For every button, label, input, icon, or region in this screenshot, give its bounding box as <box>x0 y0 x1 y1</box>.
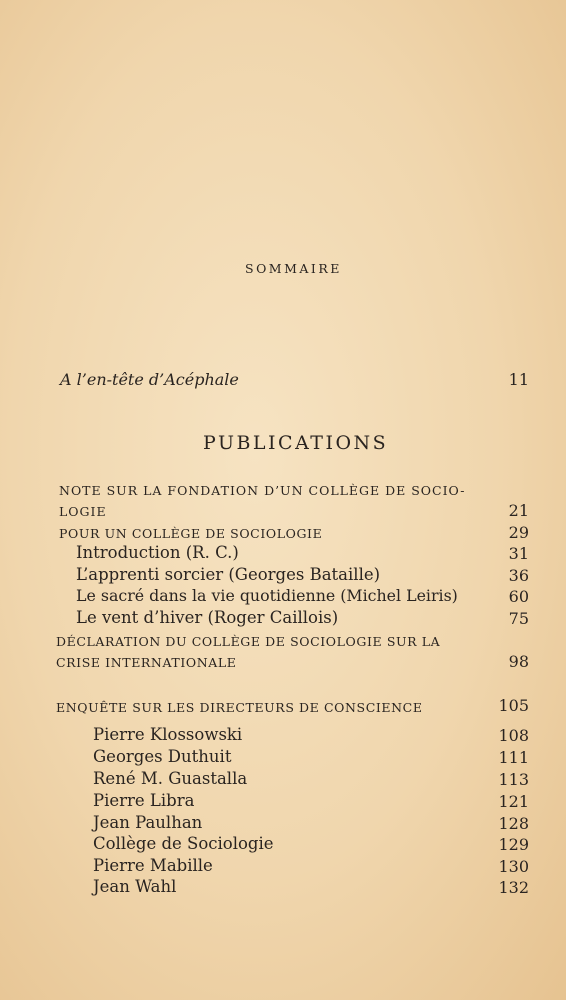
page-number: 98 <box>508 652 529 671</box>
page-number: 75 <box>508 609 529 628</box>
toc-entry-note-line2: LOGIE <box>59 504 107 519</box>
page-number: 132 <box>498 878 529 897</box>
toc-subentry: Pierre Klossowski <box>93 725 243 744</box>
section-heading: PUBLICATIONS <box>203 432 389 454</box>
page-title: SOMMAIRE <box>245 261 342 276</box>
page-number: 111 <box>498 748 529 767</box>
page-number: 121 <box>498 792 529 811</box>
toc-subentry: René M. Guastalla <box>93 769 248 788</box>
page-number: 105 <box>498 696 529 715</box>
page-number: 11 <box>508 370 529 389</box>
page-number: 130 <box>498 857 529 876</box>
toc-entry-declaration-line1: DÉCLARATION DU COLLÈGE DE SOCIOLOGIE SUR LA <box>56 634 441 649</box>
page-number: 29 <box>508 523 529 542</box>
toc-subentry: Collège de Sociologie <box>93 834 274 853</box>
toc-entry-pour: POUR UN COLLÈGE DE SOCIOLOGIE <box>59 526 323 541</box>
page-number: 36 <box>508 566 529 585</box>
toc-entry-intro: A l’en-tête d’Acéphale <box>60 370 239 389</box>
page-number: 129 <box>498 835 529 854</box>
page-number: 21 <box>508 501 529 520</box>
toc-subentry: Le sacré dans la vie quotidienne (Michel Leiris) <box>76 586 458 605</box>
toc-subentry: L’apprenti sorcier (Georges Bataille) <box>76 565 381 584</box>
toc-entry-declaration-line2: CRISE INTERNATIONALE <box>56 655 237 670</box>
toc-subentry: Georges Duthuit <box>93 747 232 766</box>
toc-subentry: Pierre Mabille <box>93 856 213 875</box>
toc-entry-enquete: ENQUÊTE SUR LES DIRECTEURS DE CONSCIENCE <box>56 700 423 715</box>
toc-subentry: Le vent d’hiver (Roger Caillois) <box>76 608 339 627</box>
page-number: 113 <box>498 770 529 789</box>
page-number: 60 <box>508 587 529 606</box>
page-number: 128 <box>498 814 529 833</box>
toc-entry-note-line1: NOTE SUR LA FONDATION D’UN COLLÈGE DE SOCIO- <box>59 483 466 498</box>
toc-subentry: Jean Wahl <box>93 877 177 896</box>
page-number: 31 <box>508 544 529 563</box>
toc-subentry: Jean Paulhan <box>93 813 203 832</box>
page-number: 108 <box>498 726 529 745</box>
toc-subentry: Introduction (R. C.) <box>76 543 239 562</box>
toc-subentry: Pierre Libra <box>93 791 195 810</box>
